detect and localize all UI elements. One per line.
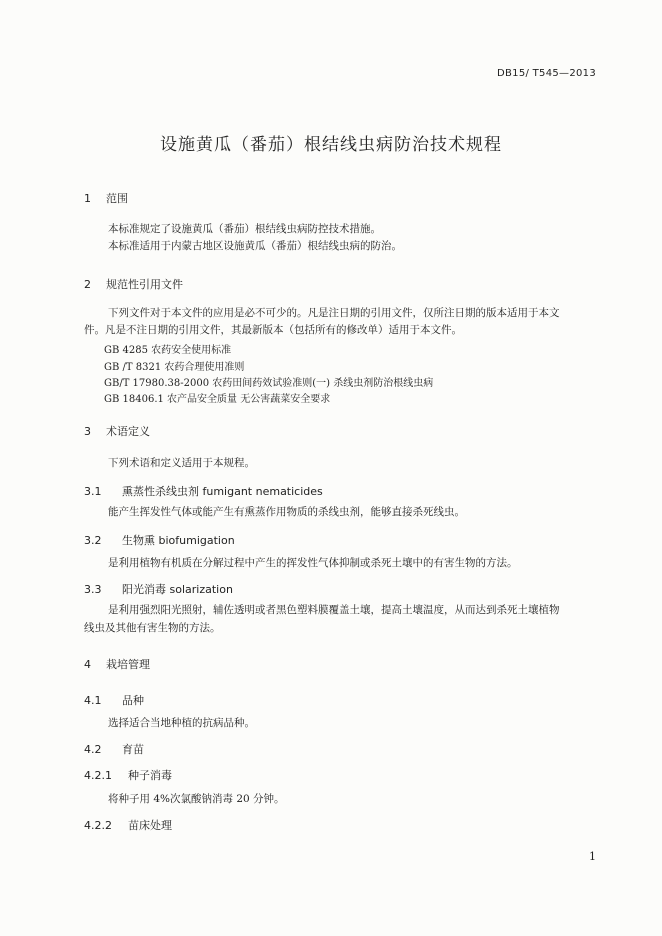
paragraph: 下列文件对于本文件的应用是必不可少的。凡是注日期的引用文件，仅所注日期的版本适用于本文 xyxy=(108,307,560,319)
paragraph: 将种子用 4%次氯酸钠消毒 20 分钟。 xyxy=(108,793,285,805)
subsection-title: 育苗 xyxy=(122,743,144,756)
term-3-3-heading xyxy=(84,581,233,597)
section-2-heading xyxy=(84,276,183,292)
section-number: 2 xyxy=(84,278,91,291)
term-number: 3.3 xyxy=(84,583,102,596)
section-title: 规范性引用文件 xyxy=(106,278,183,291)
section-4-heading xyxy=(84,656,150,672)
subsection-number: 4.2.1 xyxy=(84,769,112,782)
section-title: 范围 xyxy=(106,192,128,205)
subsection-number: 4.2.2 xyxy=(84,819,112,832)
term-title: 阳光消毒 solarization xyxy=(122,583,233,596)
section-number: 3 xyxy=(84,425,91,438)
reference-item: GB /T 8321 农药合理使用准则 xyxy=(104,362,245,373)
subsection-number: 4.2 xyxy=(84,743,102,756)
section-number: 4 xyxy=(84,658,91,671)
section-title: 术语定义 xyxy=(106,425,150,438)
page-title: 设施黄瓜（番茄）根结线虫病防治技术规程 xyxy=(160,135,502,155)
subsection-number: 4.1 xyxy=(84,694,102,707)
paragraph: 件。凡是不注日期的引用文件，其最新版本（包括所有的修改单）适用于本文件。 xyxy=(84,324,462,336)
term-number: 3.2 xyxy=(84,534,102,547)
subsection-title: 种子消毒 xyxy=(128,769,172,782)
paragraph: 是利用植物有机质在分解过程中产生的挥发性气体抑制或杀死土壤中的有害生物的方法。 xyxy=(108,557,518,569)
subsection-4-2-1-heading xyxy=(84,767,172,783)
subsection-4-2-2-heading xyxy=(84,817,172,833)
subsection-title: 品种 xyxy=(122,694,144,707)
paragraph: 是利用强烈阳光照射，辅佐透明或者黑色塑料膜覆盖土壤，提高土壤温度，从而达到杀死土壤植物 xyxy=(108,604,560,616)
section-number: 1 xyxy=(84,192,91,205)
document-code: DB15/ T545—2013 xyxy=(497,68,596,79)
paragraph: 本标准规定了设施黄瓜（番茄）根结线虫病防控技术措施。 xyxy=(108,223,381,235)
section-3-heading xyxy=(84,423,150,439)
subsection-4-2-heading xyxy=(84,741,144,757)
term-title: 生物熏 biofumigation xyxy=(122,534,235,547)
term-3-1-heading xyxy=(84,483,323,499)
paragraph: 选择适合当地种植的抗病品种。 xyxy=(108,717,255,729)
term-number: 3.1 xyxy=(84,485,102,498)
paragraph: 能产生挥发性气体或能产生有熏蒸作用物质的杀线虫剂，能够直接杀死线虫。 xyxy=(108,506,465,518)
page-number: 1 xyxy=(589,850,596,863)
term-title: 熏蒸性杀线虫剂 fumigant nematicides xyxy=(122,485,323,498)
reference-item: GB 18406.1 农产品安全质量 无公害蔬菜安全要求 xyxy=(104,394,331,405)
term-3-2-heading xyxy=(84,532,235,548)
subsection-4-1-heading xyxy=(84,692,144,708)
paragraph: 线虫及其他有害生物的方法。 xyxy=(84,622,221,634)
reference-item: GB 4285 农药安全使用标准 xyxy=(104,345,232,356)
reference-item: GB/T 17980.38-2000 农药田间药效试验准则(一) 杀线虫剂防治根线虫病 xyxy=(104,378,434,389)
paragraph: 本标准适用于内蒙古地区设施黄瓜（番茄）根结线虫病的防治。 xyxy=(108,240,402,252)
paragraph: 下列术语和定义适用于本规程。 xyxy=(108,457,255,469)
subsection-title: 苗床处理 xyxy=(128,819,172,832)
section-title: 栽培管理 xyxy=(106,658,150,671)
section-1-heading xyxy=(84,190,128,206)
